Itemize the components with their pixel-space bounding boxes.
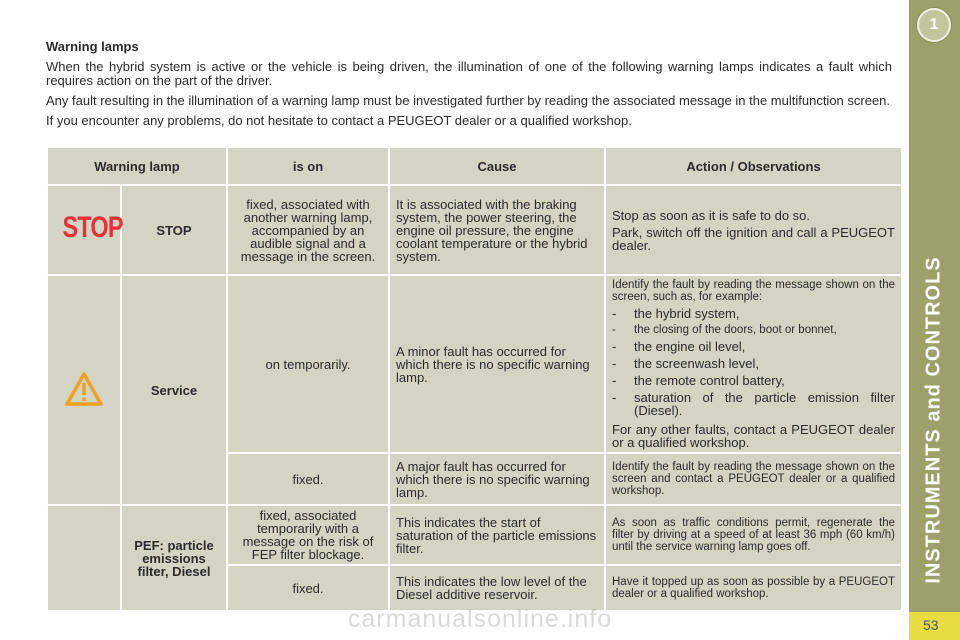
- section-heading: Warning lamps: [46, 39, 139, 54]
- header-is-on: is on: [228, 148, 388, 184]
- service-lamp-cell: [48, 276, 120, 504]
- lamp-name: STOP: [122, 186, 226, 274]
- chapter-title: INSTRUMENTS and CONTROLS: [922, 256, 945, 584]
- intro-section: [46, 40, 892, 134]
- cause-cell: A major fault has occurred for which there is no specific warning lamp.: [390, 454, 604, 504]
- chapter-sidebar: [909, 0, 960, 640]
- cause-cell: It is associated with the braking system, the power steering, the engine oil pressure, the engine coolant temperature or the hybrid system.: [390, 186, 604, 274]
- header-action: Action / Observations: [606, 148, 901, 184]
- is-on-cell: fixed.: [228, 454, 388, 504]
- intro-paragraph: When the hybrid system is active or the vehicle is being driven, the illumination of one of the following warning lamps indicates a fault which requires action on the part of the driver.: [46, 59, 892, 88]
- action-cell: [606, 276, 901, 452]
- table-header-row: [48, 148, 901, 184]
- header-warning-lamp: Warning lamp: [48, 148, 226, 184]
- stop-lamp-icon: STOP: [62, 211, 123, 244]
- page-number: 53: [923, 617, 939, 633]
- cause-cell: This indicates the start of saturation of the particle emissions filter.: [390, 506, 604, 564]
- pef-lamp-cell: [48, 506, 120, 610]
- intro-paragraph: Any fault resulting in the illumination of a warning lamp must be investigated further by reading the associated message in the multifunction screen.: [46, 93, 891, 108]
- action-cell: Identify the fault by reading the message shown on the screen and contact a PEUGEOT dealer or a qualified workshop.: [606, 454, 901, 504]
- header-cause: Cause: [390, 148, 604, 184]
- lamp-name: Service: [122, 276, 226, 504]
- action-cell: [606, 186, 901, 274]
- table-row-pef: [48, 506, 901, 564]
- list-item: - the remote control battery,: [612, 374, 895, 387]
- watermark: carmanualsonline.info: [347, 605, 613, 633]
- action-cell: As soon as traffic conditions permit, regenerate the filter by driving at a speed of at least 36 mph (60 km/h) until the service warning lamp goes off.: [606, 506, 901, 564]
- chapter-number-badge: 1: [917, 8, 951, 42]
- list-item: - the engine oil level,: [612, 340, 895, 353]
- is-on-cell: on temporarily.: [228, 276, 388, 452]
- list-item: - the screenwash level,: [612, 357, 895, 370]
- cause-cell: A minor fault has occurred for which there is no specific warning lamp.: [390, 276, 604, 452]
- table-row-stop: [48, 186, 901, 274]
- action-text: Stop as soon as it is safe to do so.: [612, 207, 811, 223]
- list-item: - the closing of the doors, boot or bonnet,: [612, 324, 895, 336]
- cause-cell: This indicates the low level of the Diesel additive reservoir.: [390, 566, 604, 610]
- intro-paragraph: If you encounter any problems, do not hesitate to contact a PEUGEOT dealer or a qualified workshop.: [46, 113, 632, 128]
- action-cell: Have it topped up as soon as possible by a PEUGEOT dealer or a qualified workshop.: [606, 566, 901, 610]
- action-text: Identify the fault by reading the message shown on the screen, such as, for example:: [612, 279, 895, 303]
- warning-lamps-table: [46, 146, 903, 612]
- action-text: For any other faults, contact a PEUGEOT dealer or a qualified workshop.: [612, 422, 895, 450]
- list-item: - the hybrid system,: [612, 307, 895, 320]
- is-on-cell: fixed, associated temporarily with a message on the risk of FEP filter blockage.: [228, 506, 388, 564]
- warning-triangle-icon: [64, 371, 104, 407]
- stop-lamp-cell: [48, 186, 123, 274]
- table-row-service: [48, 276, 901, 452]
- fault-list: [612, 307, 895, 417]
- is-on-cell: fixed.: [228, 566, 388, 610]
- list-item: - saturation of the particle emission filter (Diesel).: [612, 391, 895, 417]
- action-text: Park, switch off the ignition and call a PEUGEOT dealer.: [612, 224, 895, 253]
- lamp-name: PEF: particle emissions filter, Diesel: [122, 506, 226, 610]
- is-on-cell: fixed, associated with another warning lamp, accompanied by an audible signal and a message in the screen.: [228, 186, 388, 274]
